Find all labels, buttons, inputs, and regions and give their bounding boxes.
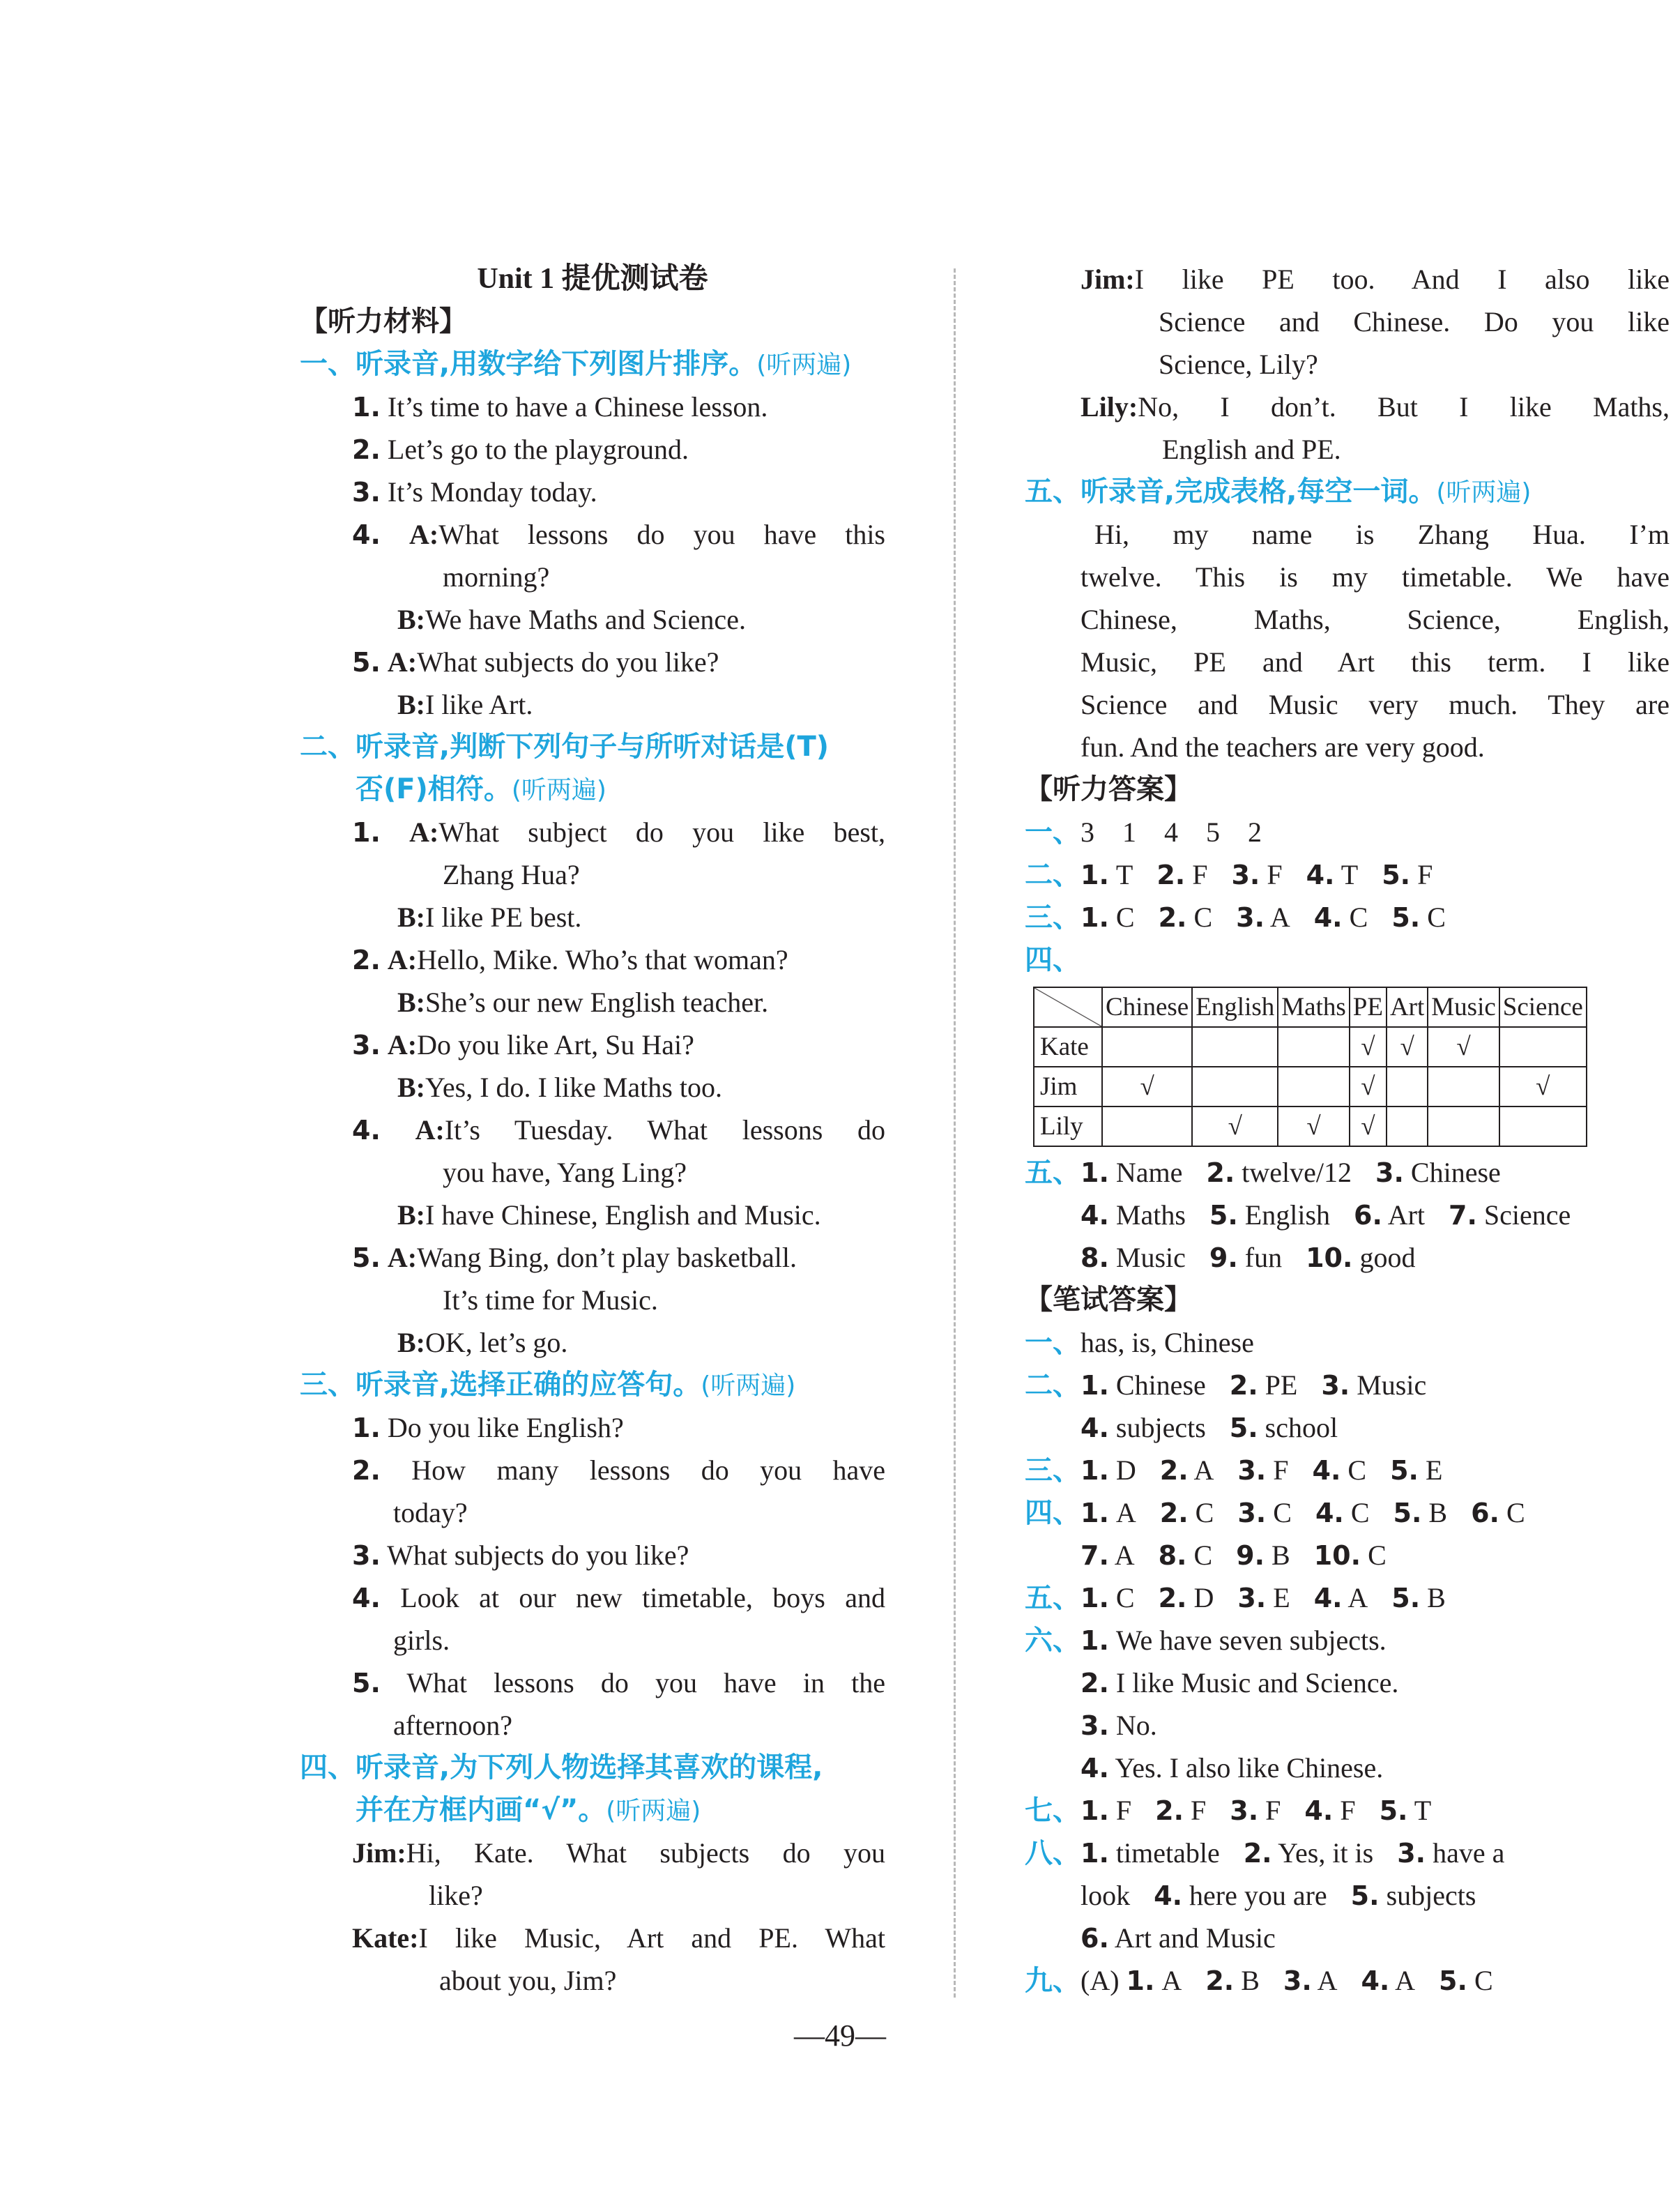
table-header: Music (1428, 987, 1499, 1027)
table-cell: √ (1278, 1107, 1350, 1146)
table-cell: √ (1428, 1027, 1499, 1067)
table-header: Science (1499, 987, 1587, 1027)
table-cell (1102, 1107, 1192, 1146)
listening-material-label: 【听力材料】 (300, 305, 467, 337)
written-answer-3: 三、1. D 2. A 3. F 4. C 5. E (1025, 1454, 1443, 1486)
s5-passage-1: Hi, my name is Zhang Hua. I’m (1094, 519, 1670, 550)
s3-item-2: 2. How many lessons do you have (352, 1454, 886, 1486)
table-cell (1499, 1027, 1587, 1067)
written-answer-4-b: 7. A 8. C 9. B 10. C (1080, 1539, 1387, 1571)
table-cell: √ (1387, 1027, 1428, 1067)
s2-item-1-a: 1. A:What subject do you like best, (352, 816, 885, 848)
written-answer-6-3: 3. No. (1080, 1710, 1157, 1741)
s3-item-4-cont: girls. (393, 1625, 450, 1656)
written-answer-2-b: 4. subjects 5. school (1080, 1412, 1338, 1443)
s4-kate-line: Kate:I like Music, Art and PE. What (352, 1922, 885, 1954)
s1-item-4-a: 4. A:What lessons do you have this (352, 519, 886, 550)
table-cell (1428, 1107, 1499, 1146)
table-cell: √ (1192, 1107, 1278, 1146)
s1-item-4-a-cont: morning? (443, 561, 550, 593)
listening-answer-1: 一、3 1 4 5 2 (1025, 816, 1262, 849)
table-header: English (1192, 987, 1278, 1027)
table-cell: √ (1350, 1067, 1387, 1107)
table-header: PE (1350, 987, 1387, 1027)
written-answer-4-a: 四、1. A 2. C 3. C 4. C 5. B 6. C (1025, 1497, 1525, 1529)
table-header-row (1034, 987, 1587, 1027)
section-3-heading: 三、听录音,选择正确的应答句。(听两遍) (300, 1369, 796, 1401)
table-header: Art (1387, 987, 1428, 1027)
written-answer-9: 九、(A) 1. A 2. B 3. A 4. A 5. C (1025, 1965, 1493, 1997)
s2-item-1-a-cont: Zhang Hua? (443, 859, 580, 890)
table-cell: √ (1350, 1107, 1387, 1146)
page-number: —49— (794, 2018, 886, 2053)
written-answer-label: 【笔试答案】 (1025, 1284, 1192, 1316)
s3-item-4: 4. Look at our new timetable, boys and (352, 1582, 885, 1613)
table-cell (1278, 1027, 1350, 1067)
subject-table (1033, 987, 1587, 1147)
section-5-heading: 五、听录音,完成表格,每空一词。(听两遍) (1025, 476, 1532, 508)
s2-item-3-b: B:Yes, I do. I like Maths too. (397, 1072, 722, 1103)
section-4-heading-cont: 并在方框内画“√”。(听两遍) (356, 1794, 701, 1826)
s5-passage-5: Science and Music very much. They are (1080, 689, 1670, 720)
table-cell (1278, 1067, 1350, 1107)
table-cell (1192, 1067, 1278, 1107)
row-name: Kate (1034, 1027, 1102, 1067)
table-row (1034, 1067, 1587, 1107)
written-answer-6-2: 2. I like Music and Science. (1080, 1667, 1399, 1698)
s3-item-5: 5. What lessons do you have in the (352, 1667, 885, 1698)
row-name: Lily (1034, 1107, 1102, 1146)
s4-jim2-line-3: Science, Lily? (1159, 349, 1318, 380)
s5-passage-2: twelve. This is my timetable. We have (1080, 561, 1670, 593)
s1-item-5-b: B:I like Art. (397, 689, 533, 720)
written-answer-2-a: 二、1. Chinese 2. PE 3. Music (1025, 1369, 1427, 1401)
table-cell (1387, 1107, 1428, 1146)
table-cell: √ (1350, 1027, 1387, 1067)
table-header: Maths (1278, 987, 1350, 1027)
listening-answer-label: 【听力答案】 (1025, 773, 1192, 805)
s3-item-3: 3. What subjects do you like? (352, 1539, 689, 1571)
written-answer-8-c: 6. Art and Music (1080, 1922, 1276, 1954)
column-divider (954, 268, 956, 1998)
s2-item-5-a: 5. A:Wang Bing, don’t play basketball. (352, 1242, 797, 1273)
listening-answer-3: 三、1. C 2. C 3. A 4. C 5. C (1025, 902, 1446, 934)
s2-item-4-b: B:I have Chinese, English and Music. (397, 1199, 821, 1231)
s4-kate-line-cont: about you, Jim? (439, 1965, 617, 1996)
table-row (1034, 1027, 1587, 1067)
s5-passage-3: Chinese, Maths, Science, English, (1080, 604, 1670, 635)
s3-item-1: 1. Do you like English? (352, 1412, 624, 1443)
written-answer-8-b: look 4. here you are 5. subjects (1080, 1880, 1476, 1911)
listening-answer-4-label: 四、 (1025, 944, 1080, 976)
section-4-heading: 四、听录音,为下列人物选择其喜欢的课程, (300, 1751, 823, 1784)
s4-jim-line: Jim:Hi, Kate. What subjects do you (352, 1837, 885, 1869)
table-cell: √ (1102, 1067, 1192, 1107)
table-corner-cell (1034, 987, 1102, 1027)
s1-item-2: 2. Let’s go to the playground. (352, 434, 689, 465)
s2-item-2-a: 2. A:Hello, Mike. Who’s that woman? (352, 944, 788, 975)
s2-item-5-a-cont: It’s time for Music. (443, 1284, 658, 1316)
s1-item-1: 1. It’s time to have a Chinese lesson. (352, 391, 768, 423)
s2-item-4-a: 4. A:It’s Tuesday. What lessons do (352, 1114, 886, 1146)
written-answer-5: 五、1. C 2. D 3. E 4. A 5. B (1025, 1582, 1446, 1614)
s2-item-5-b: B:OK, let’s go. (397, 1327, 568, 1358)
table-cell (1102, 1027, 1192, 1067)
listening-answer-5-b: 4. Maths 5. English 6. Art 7. Science (1080, 1199, 1571, 1231)
written-answer-6-1: 六、1. We have seven subjects. (1025, 1625, 1387, 1657)
right-column (1025, 258, 1670, 2002)
section-2-heading: 二、听录音,判断下列句子与所听对话是(T) (300, 731, 830, 763)
listening-answer-5-c: 8. Music 9. fun 10. good (1080, 1242, 1416, 1273)
s4-lily-line: Lily:No, I don’t. But I like Maths, (1080, 391, 1670, 423)
written-answer-8-a: 八、1. timetable 2. Yes, it is 3. have a (1025, 1837, 1505, 1869)
written-answer-7: 七、1. F 2. F 3. F 4. F 5. T (1025, 1795, 1432, 1827)
s4-jim2-line: Jim:I like PE too. And I also like (1080, 264, 1670, 295)
s1-item-4-b: B:We have Maths and Science. (397, 604, 746, 635)
s3-item-5-cont: afternoon? (393, 1710, 513, 1741)
s1-item-3: 3. It’s Monday today. (352, 476, 597, 508)
table-cell (1428, 1067, 1499, 1107)
s4-lily-line-2: English and PE. (1162, 434, 1341, 465)
s2-item-1-b: B:I like PE best. (397, 902, 582, 933)
s5-passage-6: fun. And the teachers are very good. (1080, 731, 1485, 763)
page-title: Unit 1 提优测试卷 (477, 263, 708, 295)
section-1-heading: 一、听录音,用数字给下列图片排序。(听两遍) (300, 348, 852, 380)
s3-item-2-cont: today? (393, 1497, 468, 1528)
s5-passage-4: Music, PE and Art this term. I like (1080, 646, 1670, 678)
s2-item-2-b: B:She’s our new English teacher. (397, 987, 769, 1018)
left-column (300, 258, 885, 2002)
listening-answer-5-a: 五、1. Name 2. twelve/12 3. Chinese (1025, 1157, 1501, 1189)
s2-item-4-a-cont: you have, Yang Ling? (443, 1157, 687, 1188)
table-cell (1387, 1067, 1428, 1107)
written-answer-1: 一、has, is, Chinese (1025, 1327, 1254, 1359)
written-answer-6-4: 4. Yes. I also like Chinese. (1080, 1752, 1384, 1784)
table-header: Chinese (1102, 987, 1192, 1027)
table-row (1034, 1107, 1587, 1146)
s1-item-5-a: 5. A:What subjects do you like? (352, 646, 719, 678)
s2-item-3-a: 3. A:Do you like Art, Su Hai? (352, 1029, 694, 1060)
table-cell (1192, 1027, 1278, 1067)
listening-answer-2: 二、1. T 2. F 3. F 4. T 5. F (1025, 859, 1433, 891)
s4-jim2-line-2: Science and Chinese. Do you like (1159, 306, 1670, 337)
section-2-heading-cont: 否(F)相符。(听两遍) (356, 773, 606, 805)
row-name: Jim (1034, 1067, 1102, 1107)
table-cell (1499, 1107, 1587, 1146)
s4-jim-line-cont: like? (429, 1880, 483, 1911)
table-cell: √ (1499, 1067, 1587, 1107)
